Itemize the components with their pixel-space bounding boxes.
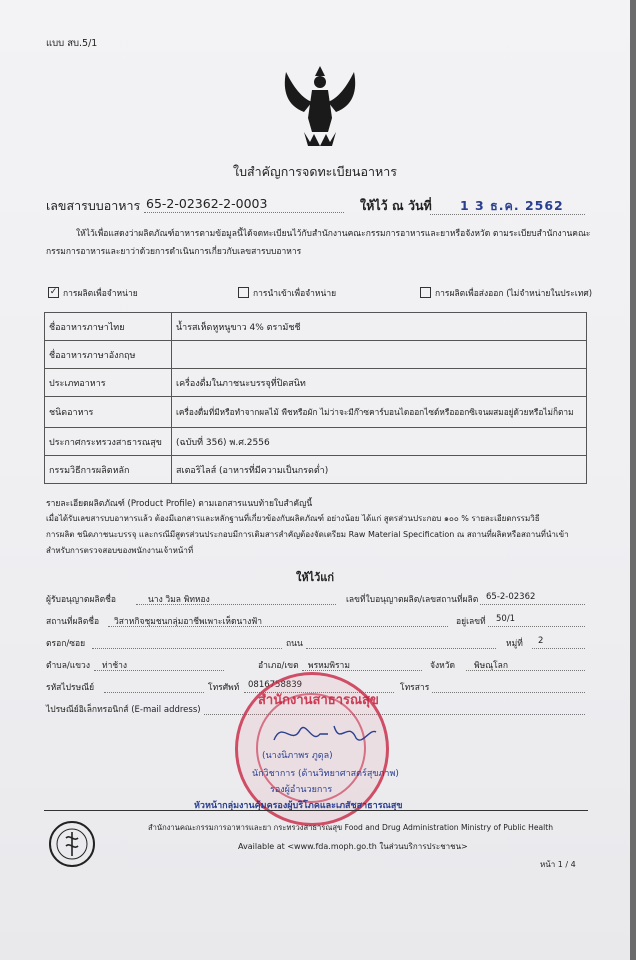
place-label: สถานที่ผลิตชื่อ xyxy=(46,617,100,627)
checkbox-checked-icon[interactable]: ✓ xyxy=(49,287,58,297)
place-value: วิสาหกิจชุมชนกลุ่มอาชีพเพาะเห็ดนางฟ้า xyxy=(114,617,263,627)
issue-date-label: ให้ไว้ ณ วันที่ xyxy=(360,198,432,213)
official-stamp: สำนักงานสาธารณสุข xyxy=(235,672,389,826)
footer-website: Available at <www.fda.moph.go.th ในส่วนบริการประชาชน> xyxy=(238,842,468,851)
postcode-label: รหัสไปรษณีย์ xyxy=(46,683,95,693)
footer-organization: สำนักงานคณะกรรมการอาหารและยา กระทรวงสาธารณสุข Food and Drug Administration Ministry of Public Health xyxy=(148,823,554,832)
district-label: อำเภอ/เขต xyxy=(258,661,299,671)
fax-label: โทรสาร xyxy=(400,683,430,693)
page-number: หน้า 1 / 4 xyxy=(540,860,576,869)
document-title: ใบสำคัญการจดทะเบียนอาหาร xyxy=(233,164,397,179)
table-row: ชื่ออาหารภาษาไทย น้ำรสเห็ดหูหนูขาว 4% ตรามัชชี xyxy=(45,313,587,341)
garuda-emblem-icon xyxy=(278,62,362,154)
registration-number: 65-2-02362-2-0003 xyxy=(146,196,268,211)
signer-name: (นางนิภาพร ภูดุล) xyxy=(262,751,333,761)
profile-line-4: สำหรับการตรวจสอบของพนักงานเจ้าหน้าที่ xyxy=(46,546,194,555)
licensee-label: ผู้รับอนุญาตผลิตชื่อ xyxy=(46,595,116,605)
issue-date-value: 1 3 ธ.ค. 2562 xyxy=(460,198,564,213)
subdistrict-label: ตำบล/แขวง xyxy=(46,661,90,671)
moo-value: 2 xyxy=(538,636,544,646)
signer-position-2: รองผู้อำนวยการ xyxy=(270,785,333,795)
road-label: ถนน xyxy=(286,639,303,649)
profile-line-2: เมื่อได้รับเลขสารบบอาหารแล้ว ต้องมีเอกสารและหลักฐานที่เกี่ยวข้องกับผลิตภัณฑ์ อย่างน้อย ได้แก่ สูตรส่วนประกอบ ๑๐๐ % รายละเอียดกรรมวิธี xyxy=(46,514,540,523)
purpose-option-production[interactable]: ✓ การผลิตเพื่อจำหน่าย xyxy=(49,287,138,299)
province-value: พิษณุโลก xyxy=(474,661,509,671)
footer-divider xyxy=(44,810,588,811)
alley-label: ตรอก/ซอย xyxy=(46,639,86,649)
form-code: แบบ สบ.5/1 xyxy=(46,38,98,49)
signer-position-3: หัวหน้ากลุ่มงานคุ้มครองผู้บริโภคและเภสัชสาธารณสุข xyxy=(194,801,403,811)
license-number-label: เลขที่ใบอนุญาตผลิต/เลขสถานที่ผลิต xyxy=(346,595,479,605)
signer-position-1: นักวิชาการ (ด้านวิทยาศาสตร์สุขภาพ) xyxy=(252,769,399,779)
profile-line-3: การผลิต ชนิดภาชนะบรรจุ และกรณีมีสูตรส่วนประกอบมีการเติมสารสำคัญต้องจัดเตรียม Raw Material Specification ณ สถานที่ผลิตหรือสถานที่นำเข้า xyxy=(46,530,569,539)
table-row: ประเภทอาหาร เครื่องดื่มในภาชนะบรรจุที่ปิดสนิท xyxy=(45,369,587,397)
food-info-table xyxy=(44,312,587,484)
purpose-option-import[interactable]: การนำเข้าเพื่อจำหน่าย xyxy=(238,286,336,300)
province-label: จังหวัด xyxy=(430,661,456,671)
moo-label: หมู่ที่ xyxy=(506,639,523,649)
subdistrict-value: ท่าช้าง xyxy=(102,661,128,671)
purpose-option-export[interactable]: การผลิตเพื่อส่งออก (ไม่จำหน่ายในประเทศ) xyxy=(420,286,592,300)
district-value: พรหมพิราม xyxy=(308,661,350,671)
licensee-value: นาง วิมล พิทหอง xyxy=(148,595,210,605)
table-row: กรรมวิธีการผลิตหลัก สเตอริไลส์ (อาหารที่มีความเป็นกรดต่ำ) xyxy=(45,456,587,484)
house-number-value: 50/1 xyxy=(496,614,516,624)
signature-icon xyxy=(270,716,380,752)
profile-line-1: รายละเอียดผลิตภัณฑ์ (Product Profile) ตามเอกสารแนบท้ายใบสำคัญนี้ xyxy=(46,499,313,509)
license-number-value: 65-2-02362 xyxy=(486,592,536,602)
issued-to-heading: ให้ไว้แก่ xyxy=(295,571,335,584)
moph-seal-icon xyxy=(48,820,96,868)
house-number-label: อยู่เลขที่ xyxy=(456,617,486,627)
intro-line-2: กรรมการอาหารและยาว่าด้วยการดำเนินการเกี่ยวกับเลขสารบบอาหาร xyxy=(46,247,302,257)
table-row: ชื่ออาหารภาษาอังกฤษ xyxy=(45,341,587,369)
phone-value: 0816758839 xyxy=(248,680,303,690)
phone-label: โทรศัพท์ xyxy=(208,683,240,693)
registration-label: เลขสารบบอาหาร xyxy=(46,198,141,213)
table-row: ชนิดอาหาร เครื่องดื่มที่มีหรือทำจากผลไม้ พืชหรือผัก ไม่ว่าจะมีก๊าซคาร์บอนไดออกไซด์หรือออกซิเจนผสมอยู่ด้วยหรือไม่ก็ตาม xyxy=(45,397,587,428)
checkbox-icon[interactable] xyxy=(238,287,249,298)
checkbox-icon[interactable] xyxy=(420,287,431,298)
email-label: ไปรษณีย์อิเล็กทรอนิกส์ (E-mail address) xyxy=(46,705,201,715)
table-row: ประกาศกระทรวงสาธารณสุข (ฉบับที่ 356) พ.ศ.2556 xyxy=(45,428,587,456)
intro-line-1: ให้ไว้เพื่อแสดงว่าผลิตภัณฑ์อาหารตามข้อมูลนี้ได้จดทะเบียนไว้กับสำนักงานคณะกรรมการอาหารและยาหรือจังหวัด ตามระเบียบสำนักงานคณะ xyxy=(76,229,591,239)
